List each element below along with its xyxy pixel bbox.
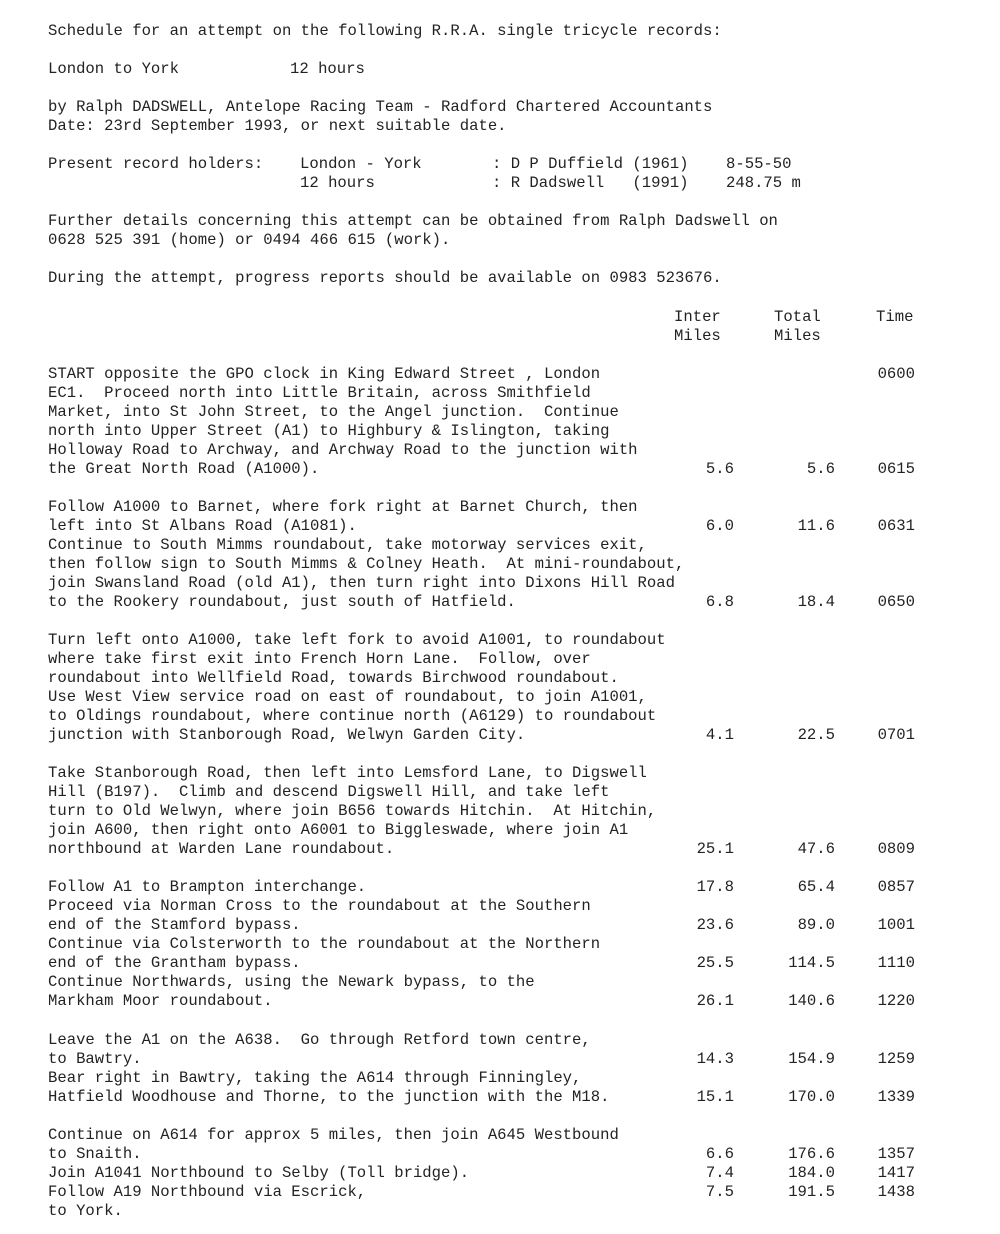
total-miles-value: 114.5	[788, 954, 835, 972]
route-line: north into Upper Street (A1) to Highbury & Islington, taking	[48, 422, 610, 440]
route-line: end of the Stamford bypass.	[48, 916, 301, 934]
time-value: 1259	[877, 1050, 915, 1068]
route-line: junction with Stanborough Road, Welwyn Garden City.	[48, 726, 526, 744]
total-miles-value: 176.6	[788, 1145, 835, 1163]
route-line: Follow A1000 to Barnet, where fork right at Barnet Church, then	[48, 498, 638, 516]
route-line: Continue on A614 for approx 5 miles, then join A645 Westbound	[48, 1126, 619, 1144]
route-line: Follow A1 to Brampton interchange.	[48, 878, 367, 896]
total-miles-value: 47.6	[797, 840, 835, 858]
route-line: Bear right in Bawtry, taking the A614 through Finningley,	[48, 1069, 582, 1087]
time-value: 0631	[877, 517, 915, 535]
route-line: to Snaith.	[48, 1145, 142, 1163]
route-line: EC1. Proceed north into Little Britain, across Smithfield	[48, 384, 591, 402]
total-miles-value: 89.0	[797, 916, 835, 934]
route-line: Take Stanborough Road, then left into Lemsford Lane, to Digswell	[48, 764, 647, 782]
time-value: 0857	[877, 878, 915, 896]
route-line: Hatfield Woodhouse and Thorne, to the junction with the M18.	[48, 1088, 610, 1106]
route-line: to Oldings roundabout, where continue north (A6129) to roundabout	[48, 707, 657, 725]
inter-miles-value: 15.1	[696, 1088, 734, 1106]
route-line: roundabout into Wellfield Road, towards Birchwood roundabout.	[48, 669, 619, 687]
total-miles-value: 65.4	[797, 878, 835, 896]
inter-miles-value: 14.3	[696, 1050, 734, 1068]
time-value: 1220	[877, 992, 915, 1010]
total-miles-value: 184.0	[788, 1164, 835, 1182]
route-line: Turn left onto A1000, take left fork to avoid A1001, to roundabout	[48, 631, 666, 649]
total-miles-value: 170.0	[788, 1088, 835, 1106]
holder-value: 248.75 m	[726, 174, 801, 192]
column-header-total-miles: Miles	[774, 327, 821, 345]
route-line: Markham Moor roundabout.	[48, 992, 273, 1010]
time-value: 0809	[877, 840, 915, 858]
route-line: Market, into St John Street, to the Angel junction. Continue	[48, 403, 619, 421]
time-value: 1357	[877, 1145, 915, 1163]
holder-name: : D P Duffield (1961)	[492, 155, 689, 173]
time-value: 1438	[877, 1183, 915, 1201]
route-line: end of the Grantham bypass.	[48, 954, 301, 972]
record-name-london-york: London to York	[48, 60, 180, 78]
holder-record: 12 hours	[300, 174, 375, 192]
route-line: Leave the A1 on the A638. Go through Retford town centre,	[48, 1031, 591, 1049]
column-header-inter: Inter	[674, 308, 721, 326]
total-miles-value: 22.5	[797, 726, 835, 744]
inter-miles-value: 26.1	[696, 992, 734, 1010]
inter-miles-value: 6.0	[705, 517, 734, 535]
route-line: Holloway Road to Archway, and Archway Road to the junction with	[48, 441, 638, 459]
inter-miles-value: 23.6	[696, 916, 734, 934]
column-header-time: Time	[876, 308, 914, 326]
route-line: to Bawtry.	[48, 1050, 142, 1068]
route-line: left into St Albans Road (A1081).	[48, 517, 357, 535]
time-value: 1001	[877, 916, 915, 934]
total-miles-value: 18.4	[797, 593, 835, 611]
inter-miles-value: 25.1	[696, 840, 734, 858]
total-miles-value: 154.9	[788, 1050, 835, 1068]
route-line: the Great North Road (A1000).	[48, 460, 320, 478]
route-line: turn to Old Welwyn, where join B656 towards Hitchin. At Hitchin,	[48, 802, 657, 820]
holders-label: Present record holders:	[48, 155, 264, 173]
inter-miles-value: 17.8	[696, 878, 734, 896]
inter-miles-value: 6.8	[705, 593, 734, 611]
route-line: START opposite the GPO clock in King Edward Street , London	[48, 365, 601, 383]
route-line: then follow sign to South Mimms & Colney Heath. At mini-roundabout,	[48, 555, 685, 573]
total-miles-value: 191.5	[788, 1183, 835, 1201]
time-value: 0650	[877, 593, 915, 611]
route-line: join Swansland Road (old A1), then turn right into Dixons Hill Road	[48, 574, 675, 592]
holder-value: 8-55-50	[726, 155, 792, 173]
total-miles-value: 5.6	[806, 460, 835, 478]
route-line: Continue to South Mimms roundabout, take motorway services exit,	[48, 536, 647, 554]
time-value: 0701	[877, 726, 915, 744]
details-line: Further details concerning this attempt can be obtained from Ralph Dadswell on	[48, 212, 778, 230]
time-value: 1417	[877, 1164, 915, 1182]
inter-miles-value: 5.6	[705, 460, 734, 478]
route-line: Use West View service road on east of roundabout, to join A1001,	[48, 688, 647, 706]
inter-miles-value: 7.4	[705, 1164, 734, 1182]
route-line: Continue via Colsterworth to the roundabout at the Northern	[48, 935, 601, 953]
time-value: 0615	[877, 460, 915, 478]
route-line: Proceed via Norman Cross to the roundabout at the Southern	[48, 897, 591, 915]
route-line: northbound at Warden Lane roundabout.	[48, 840, 395, 858]
column-header-inter-miles: Miles	[674, 327, 721, 345]
schedule-title: Schedule for an attempt on the following R.R.A. single tricycle records:	[48, 22, 722, 40]
inter-miles-value: 25.5	[696, 954, 734, 972]
total-miles-value: 140.6	[788, 992, 835, 1010]
total-miles-value: 11.6	[797, 517, 835, 535]
time-value: 1110	[877, 954, 915, 972]
column-header-total: Total	[774, 308, 821, 326]
time-value: 0600	[877, 365, 915, 383]
holder-record: London - York	[300, 155, 422, 173]
record-name-12-hours: 12 hours	[290, 60, 365, 78]
time-value: 1339	[877, 1088, 915, 1106]
progress-line: During the attempt, progress reports should be available on 0983 523676.	[48, 269, 722, 287]
holder-name: : R Dadswell (1991)	[492, 174, 689, 192]
date-line: Date: 23rd September 1993, or next suitable date.	[48, 117, 507, 135]
route-line: where take first exit into French Horn Lane. Follow, over	[48, 650, 591, 668]
inter-miles-value: 7.5	[705, 1183, 734, 1201]
inter-miles-value: 4.1	[705, 726, 734, 744]
route-line: to York.	[48, 1202, 123, 1220]
details-line: 0628 525 391 (home) or 0494 466 615 (work).	[48, 231, 451, 249]
rider-line: by Ralph DADSWELL, Antelope Racing Team - Radford Chartered Accountants	[48, 98, 713, 116]
route-line: to the Rookery roundabout, just south of Hatfield.	[48, 593, 516, 611]
route-line: Hill (B197). Climb and descend Digswell Hill, and take left	[48, 783, 610, 801]
route-line: Continue Northwards, using the Newark bypass, to the	[48, 973, 535, 991]
route-line: join A600, then right onto A6001 to Biggleswade, where join A1	[48, 821, 629, 839]
route-line: Follow A19 Northbound via Escrick,	[48, 1183, 367, 1201]
inter-miles-value: 6.6	[705, 1145, 734, 1163]
route-line: Join A1041 Northbound to Selby (Toll bridge).	[48, 1164, 470, 1182]
